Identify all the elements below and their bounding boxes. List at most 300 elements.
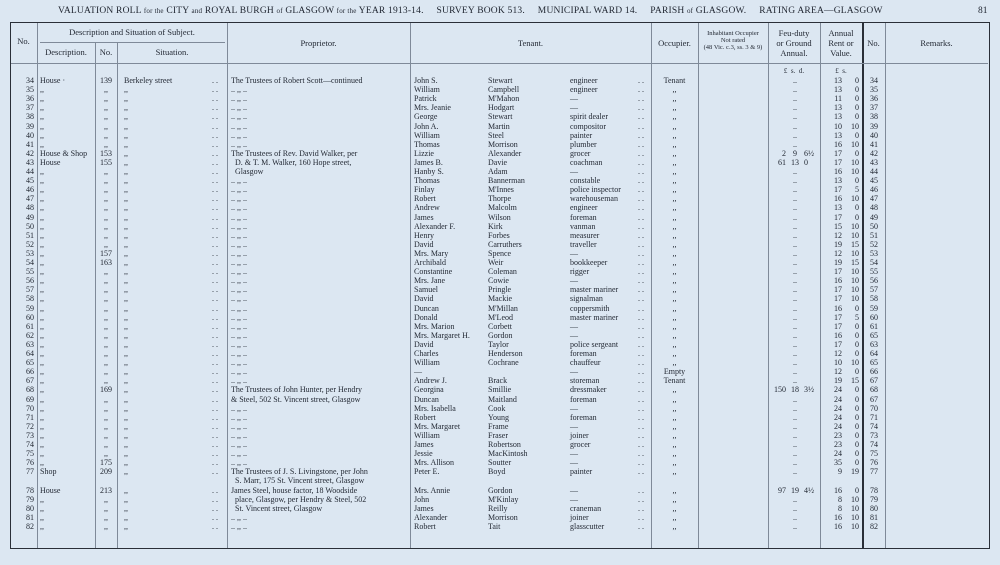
- tenant-occupation: vanman: [570, 221, 596, 231]
- leader-dots: . .: [638, 248, 644, 258]
- proprietor: The Trustees of John Hunter, per Hendry: [231, 385, 362, 395]
- house-number: ,,: [104, 521, 108, 531]
- rent-pounds: 8: [838, 503, 842, 513]
- leader-dots: . .: [638, 294, 644, 304]
- proprietor: .. ,, ..: [231, 367, 247, 377]
- proprietor: Glasgow: [231, 167, 264, 176]
- entry-no: 63: [26, 339, 34, 349]
- tenant-first-name: John: [414, 494, 430, 504]
- entry-no: 57: [26, 285, 34, 295]
- leader-dots: . .: [212, 330, 218, 340]
- entry-no: 37: [26, 103, 34, 113]
- tenant-surname: M'Leod: [488, 312, 513, 322]
- rent-shillings: 10: [851, 267, 859, 277]
- entry-no: 77: [26, 467, 34, 477]
- feu-shillings: ..: [793, 230, 797, 240]
- description: ,,: [40, 248, 44, 258]
- feu-shillings: ..: [793, 248, 797, 258]
- tenant-first-name: Archibald: [414, 258, 446, 267]
- rent-shillings: 0: [855, 130, 859, 140]
- entry-no: 70: [26, 403, 34, 413]
- feu-shillings: ..: [793, 394, 797, 404]
- feu-shillings: ..: [793, 503, 797, 513]
- leader-dots: . .: [212, 521, 218, 531]
- house-number: ,,: [104, 167, 108, 176]
- leader-dots: . .: [638, 112, 644, 122]
- tenant-surname: Forbes: [488, 230, 510, 240]
- entry-no-right: 66: [870, 367, 878, 377]
- leader-dots: . .: [212, 358, 218, 368]
- leader-dots: . .: [212, 121, 218, 131]
- tenant-first-name: Alexander: [414, 512, 448, 522]
- tenant-surname: Campbell: [488, 85, 520, 95]
- description: ,,: [40, 303, 44, 313]
- feu-shillings: ..: [793, 139, 797, 149]
- house-number: ,,: [104, 503, 108, 513]
- tenant-occupation: engineer: [570, 85, 598, 95]
- tenant-surname: M'Kinlay: [488, 494, 519, 504]
- feu-shillings: ..: [793, 194, 797, 204]
- rent-pounds: 12: [834, 367, 842, 377]
- rent-pounds: 12: [834, 349, 842, 358]
- entry-no-right: 64: [870, 349, 878, 358]
- house-number: ,,: [104, 512, 108, 522]
- feu-shillings: ..: [793, 167, 797, 176]
- rent-shillings: 0: [855, 212, 859, 222]
- situation: ,,: [124, 258, 128, 267]
- entry-no: 48: [26, 203, 34, 213]
- tenant-surname: Morrison: [488, 512, 518, 522]
- house-number: ,,: [104, 176, 108, 186]
- rent-pounds: 16: [834, 194, 842, 204]
- entry-no: 46: [26, 185, 34, 195]
- occupier: ,,: [672, 440, 677, 449]
- occupier: ,,: [672, 385, 677, 395]
- rent-pounds: 10: [834, 358, 842, 368]
- leader-dots: . .: [638, 303, 644, 313]
- entry-no-right: 49: [870, 212, 878, 222]
- feu-shillings: ..: [793, 449, 797, 459]
- house-number: ,,: [104, 239, 108, 249]
- proprietor: .. ,, ..: [231, 221, 247, 231]
- situation: ,,: [124, 148, 128, 158]
- proprietor: .. ,, ..: [231, 294, 247, 304]
- rent-shillings: 0: [855, 403, 859, 413]
- leader-dots: . .: [212, 103, 218, 113]
- feu-shillings: ..: [793, 321, 797, 331]
- entry-no-right: 67: [870, 376, 878, 386]
- tenant-first-name: Mrs. Margaret: [414, 421, 461, 431]
- leader-dots: . .: [212, 485, 218, 495]
- leader-dots: . .: [212, 85, 218, 95]
- entry-no: 80: [26, 503, 34, 513]
- rent-shillings: 0: [855, 367, 859, 377]
- leader-dots: . .: [638, 330, 644, 340]
- feu-pence: 4½: [804, 485, 814, 495]
- leader-dots: . .: [638, 312, 644, 322]
- entry-no: 50: [26, 221, 34, 231]
- rent-shillings: 10: [851, 358, 859, 368]
- tenant-first-name: William: [414, 85, 440, 95]
- tenant-surname: Cowie: [488, 276, 509, 286]
- leader-dots: . .: [212, 148, 218, 158]
- description: ,,: [40, 294, 44, 304]
- situation: ,,: [124, 121, 128, 131]
- feu-shillings: ..: [793, 349, 797, 358]
- header-tenant: Tenant.: [517, 38, 544, 48]
- feu-shillings: ..: [793, 412, 797, 422]
- leader-dots: . .: [212, 312, 218, 322]
- rent-pounds: 13: [834, 103, 842, 113]
- tenant-first-name: David: [414, 239, 434, 249]
- tenant-surname: Wilson: [488, 212, 511, 222]
- tenant-surname: Stewart: [488, 112, 513, 122]
- entry-no-right: 58: [870, 294, 878, 304]
- occupier: ,,: [672, 321, 677, 331]
- feu-shillings: ..: [793, 403, 797, 413]
- rent-pounds: 13: [834, 85, 842, 95]
- proprietor: .. ,, ..: [231, 358, 247, 368]
- leader-dots: . .: [212, 248, 218, 258]
- occupier: ,,: [672, 294, 677, 304]
- rent-pounds: 17: [834, 148, 842, 158]
- tenant-occupation: joiner: [570, 512, 589, 522]
- house-number: ,,: [104, 394, 108, 404]
- occupier: ,,: [672, 394, 677, 404]
- house-number: 155: [100, 157, 112, 167]
- entry-no-right: 41: [870, 139, 878, 149]
- tenant-occupation: master mariner: [570, 312, 619, 322]
- leader-dots: . .: [638, 458, 644, 468]
- tenant-occupation: rigger: [570, 267, 590, 277]
- leader-dots: . .: [212, 421, 218, 431]
- description: ,,: [40, 258, 44, 267]
- occupier: ,,: [672, 248, 677, 258]
- entry-no: 43: [26, 157, 34, 167]
- tenant-surname: Coleman: [488, 267, 517, 277]
- feu-pence: 6½: [804, 148, 814, 158]
- occupier: ,,: [672, 230, 677, 240]
- rent-pounds: 13: [834, 176, 842, 186]
- feu-pounds: 61: [778, 157, 786, 167]
- feu-pence: 3½: [804, 385, 814, 395]
- entry-no-right: 75: [870, 449, 878, 459]
- entry-no: 64: [26, 349, 34, 358]
- tenant-occupation: engineer: [570, 203, 598, 213]
- tenant-occupation: —: [570, 167, 578, 176]
- feu-shillings: ..: [793, 103, 797, 113]
- tenant-first-name: Duncan: [414, 303, 439, 313]
- description: House: [40, 485, 61, 495]
- house-number: ,,: [104, 494, 108, 504]
- leader-dots: . .: [212, 458, 218, 468]
- leader-dots: . .: [638, 421, 644, 431]
- tenant-first-name: John A.: [414, 121, 439, 131]
- situation: ,,: [124, 94, 128, 104]
- entry-no: 47: [26, 194, 34, 204]
- entry-no-right: 45: [870, 176, 878, 186]
- tenant-occupation: craneman: [570, 503, 602, 513]
- situation: ,,: [124, 176, 128, 186]
- house-number: 153: [100, 148, 112, 158]
- occupier: ,,: [672, 157, 677, 167]
- occupier: ,,: [672, 349, 677, 358]
- house-number: ,,: [104, 285, 108, 295]
- rent-pounds: 19: [834, 239, 842, 249]
- tenant-occupation: painter: [570, 467, 593, 477]
- proprietor: .. ,, ..: [231, 440, 247, 449]
- description: ,,: [40, 394, 44, 404]
- tenant-occupation: police inspector: [570, 185, 621, 195]
- occupier: ,,: [672, 176, 677, 186]
- tenant-first-name: Mrs. Jeanie: [414, 103, 451, 113]
- tenant-first-name: Lizzie: [414, 148, 434, 158]
- entry-no-right: 78: [870, 485, 878, 495]
- proprietor: .. ,, ..: [231, 267, 247, 277]
- tenant-first-name: Mrs. Isabella: [414, 403, 456, 413]
- tenant-first-name: Hanby S.: [414, 167, 444, 176]
- entry-no-right: 80: [870, 503, 878, 513]
- entry-no: 79: [26, 494, 34, 504]
- column-divider: [227, 23, 228, 548]
- entry-no-right: 37: [870, 103, 878, 113]
- tenant-first-name: Mrs. Marion: [414, 321, 455, 331]
- rent-pounds: 9: [838, 467, 842, 477]
- tenant-occupation: —: [570, 276, 578, 286]
- leader-dots: . .: [212, 185, 218, 195]
- proprietor: .. ,, ..: [231, 312, 247, 322]
- leader-dots: . .: [212, 321, 218, 331]
- entry-no: 36: [26, 94, 34, 104]
- tenant-surname: Tait: [488, 521, 501, 531]
- leader-dots: . .: [638, 176, 644, 186]
- situation: ,,: [124, 421, 128, 431]
- tenant-occupation: warehouseman: [570, 194, 618, 204]
- tenant-surname: Gordon: [488, 485, 513, 495]
- rent-shillings: 19: [851, 467, 859, 477]
- occupier: ,,: [672, 239, 677, 249]
- leader-dots: . .: [638, 412, 644, 422]
- entry-no-right: 35: [870, 85, 878, 95]
- house-number: ,,: [104, 103, 108, 113]
- leader-dots: . .: [212, 112, 218, 122]
- house-number: 175: [100, 458, 112, 468]
- leader-dots: . .: [638, 121, 644, 131]
- entry-no-right: 42: [870, 148, 878, 158]
- entry-no-right: 51: [870, 230, 878, 240]
- situation: ,,: [124, 185, 128, 195]
- rent-pounds: 16: [834, 303, 842, 313]
- situation: ,,: [124, 212, 128, 222]
- situation: ,,: [124, 194, 128, 204]
- occupier: ,,: [672, 521, 677, 531]
- description: ,,: [40, 312, 44, 322]
- leader-dots: . .: [638, 485, 644, 495]
- description: ,,: [40, 421, 44, 431]
- description: ,,: [40, 376, 44, 386]
- column-divider: [117, 42, 118, 548]
- entry-no: 61: [26, 321, 34, 331]
- proprietor: .. ,, ..: [231, 276, 247, 286]
- entry-no: 75: [26, 449, 34, 459]
- rent-shillings: 5: [855, 185, 859, 195]
- rent-pounds: 17: [834, 339, 842, 349]
- tenant-surname: Young: [488, 412, 509, 422]
- occupier: ,,: [672, 312, 677, 322]
- header-proprietor: Proprietor.: [300, 38, 337, 48]
- proprietor: .. ,, ..: [231, 194, 247, 204]
- proprietor: .. ,, ..: [231, 130, 247, 140]
- rent-shillings: 10: [851, 221, 859, 231]
- rent-shillings: 10: [851, 285, 859, 295]
- description: ,,: [40, 276, 44, 286]
- house-number: ,,: [104, 321, 108, 331]
- leader-dots: . .: [212, 276, 218, 286]
- situation: ,,: [124, 503, 128, 513]
- house-number: ,,: [104, 303, 108, 313]
- leader-dots: . .: [212, 230, 218, 240]
- rent-pounds: 24: [834, 421, 842, 431]
- proprietor: .. ,, ..: [231, 176, 247, 186]
- rent-pounds: 24: [834, 385, 842, 395]
- occupier: ,,: [672, 485, 677, 495]
- description: House ·: [40, 76, 66, 85]
- rent-shillings: 10: [851, 248, 859, 258]
- leader-dots: . .: [212, 440, 218, 449]
- situation: ,,: [124, 358, 128, 368]
- leader-dots: . .: [638, 394, 644, 404]
- occupier: ,,: [672, 167, 677, 176]
- situation: ,,: [124, 103, 128, 113]
- header-feu-duty: Feu-duty or Ground Annual.: [776, 28, 812, 58]
- rent-shillings: 10: [851, 294, 859, 304]
- tenant-surname: Steel: [488, 130, 504, 140]
- leader-dots: . .: [212, 503, 218, 513]
- tenant-occupation: signalman: [570, 294, 603, 304]
- header-occupier: Occupier.: [658, 38, 691, 48]
- proprietor: .. ,, ..: [231, 449, 247, 459]
- tenant-first-name: Andrew: [414, 203, 440, 213]
- entry-no: 55: [26, 267, 34, 277]
- feu-shillings: 9: [793, 148, 797, 158]
- entry-no: 82: [26, 521, 34, 531]
- leader-dots: . .: [638, 230, 644, 240]
- description: ,,: [40, 130, 44, 140]
- tenant-occupation: coachman: [570, 157, 603, 167]
- description: ,,: [40, 103, 44, 113]
- house-number: ,,: [104, 330, 108, 340]
- occupier: ,,: [672, 458, 677, 468]
- occupier: ,,: [672, 276, 677, 286]
- header-description: Description.: [45, 47, 87, 57]
- description: ,,: [40, 285, 44, 295]
- rent-shillings: 5: [855, 312, 859, 322]
- feu-shillings: ..: [793, 521, 797, 531]
- leader-dots: . .: [212, 157, 218, 167]
- leader-dots: . .: [638, 449, 644, 459]
- tenant-surname: Bannerman: [488, 176, 525, 186]
- header-description-group: Description and Situation of Subject.: [69, 27, 195, 37]
- rent-shillings: 10: [851, 494, 859, 504]
- leader-dots: . .: [638, 148, 644, 158]
- leader-dots: . .: [212, 221, 218, 231]
- description: ,,: [40, 403, 44, 413]
- house-number: ,,: [104, 421, 108, 431]
- description: ,,: [40, 458, 44, 468]
- description: ,,: [40, 385, 44, 395]
- entry-no: 65: [26, 358, 34, 368]
- proprietor: .. ,, ..: [231, 412, 247, 422]
- description: ,,: [40, 194, 44, 204]
- tenant-first-name: Thomas: [414, 176, 440, 186]
- rent-pounds: 17: [834, 157, 842, 167]
- leader-dots: . .: [212, 267, 218, 277]
- house-number: ,,: [104, 139, 108, 149]
- situation: ,,: [124, 230, 128, 240]
- leader-dots: . .: [212, 349, 218, 358]
- entry-no: 45: [26, 176, 34, 186]
- entry-no: 69: [26, 394, 34, 404]
- feu-shillings: ..: [793, 512, 797, 522]
- entry-no: 81: [26, 512, 34, 522]
- tenant-surname: Thorpe: [488, 194, 512, 204]
- description: ,,: [40, 167, 44, 176]
- tenant-first-name: John S.: [414, 76, 438, 85]
- leader-dots: . .: [638, 85, 644, 95]
- tenant-occupation: measurer: [570, 230, 600, 240]
- leader-dots: . .: [638, 440, 644, 449]
- tenant-first-name: James B.: [414, 157, 443, 167]
- proprietor: .. ,, ..: [231, 349, 247, 358]
- situation: ,,: [124, 248, 128, 258]
- rent-pounds: 23: [834, 430, 842, 440]
- entry-no-right: 34: [870, 76, 878, 85]
- tenant-first-name: James: [414, 212, 434, 222]
- proprietor: .. ,, ..: [231, 521, 247, 531]
- description: ,,: [40, 494, 44, 504]
- entry-no: 42: [26, 148, 34, 158]
- feu-shillings: ..: [793, 203, 797, 213]
- situation: ,,: [124, 494, 128, 504]
- rent-shillings: 0: [855, 385, 859, 395]
- rent-shillings: 10: [851, 521, 859, 531]
- leader-dots: . .: [212, 339, 218, 349]
- description: House & Shop: [40, 148, 88, 158]
- tenant-first-name: Mrs. Annie: [414, 485, 450, 495]
- description: ,,: [40, 503, 44, 513]
- tenant-first-name: David: [414, 339, 434, 349]
- entry-no-right: 79: [870, 494, 878, 504]
- leader-dots: . .: [212, 130, 218, 140]
- occupier: ,,: [672, 203, 677, 213]
- description: ,,: [40, 85, 44, 95]
- proprietor: .. ,, ..: [231, 430, 247, 440]
- house-number: ,,: [104, 358, 108, 368]
- occupier: ,,: [672, 512, 677, 522]
- tenant-first-name: James: [414, 440, 434, 449]
- leader-dots: . .: [212, 194, 218, 204]
- leader-dots: . .: [638, 285, 644, 295]
- occupier: ,,: [672, 467, 677, 477]
- situation: Berkeley street: [124, 76, 173, 85]
- tenant-surname: Brack: [488, 376, 508, 386]
- entry-no: 67: [26, 376, 34, 386]
- description: House: [40, 157, 61, 167]
- tenant-first-name: Constantine: [414, 267, 453, 277]
- tenant-occupation: —: [570, 367, 578, 377]
- entry-no: 72: [26, 421, 34, 431]
- column-divider: [820, 23, 821, 548]
